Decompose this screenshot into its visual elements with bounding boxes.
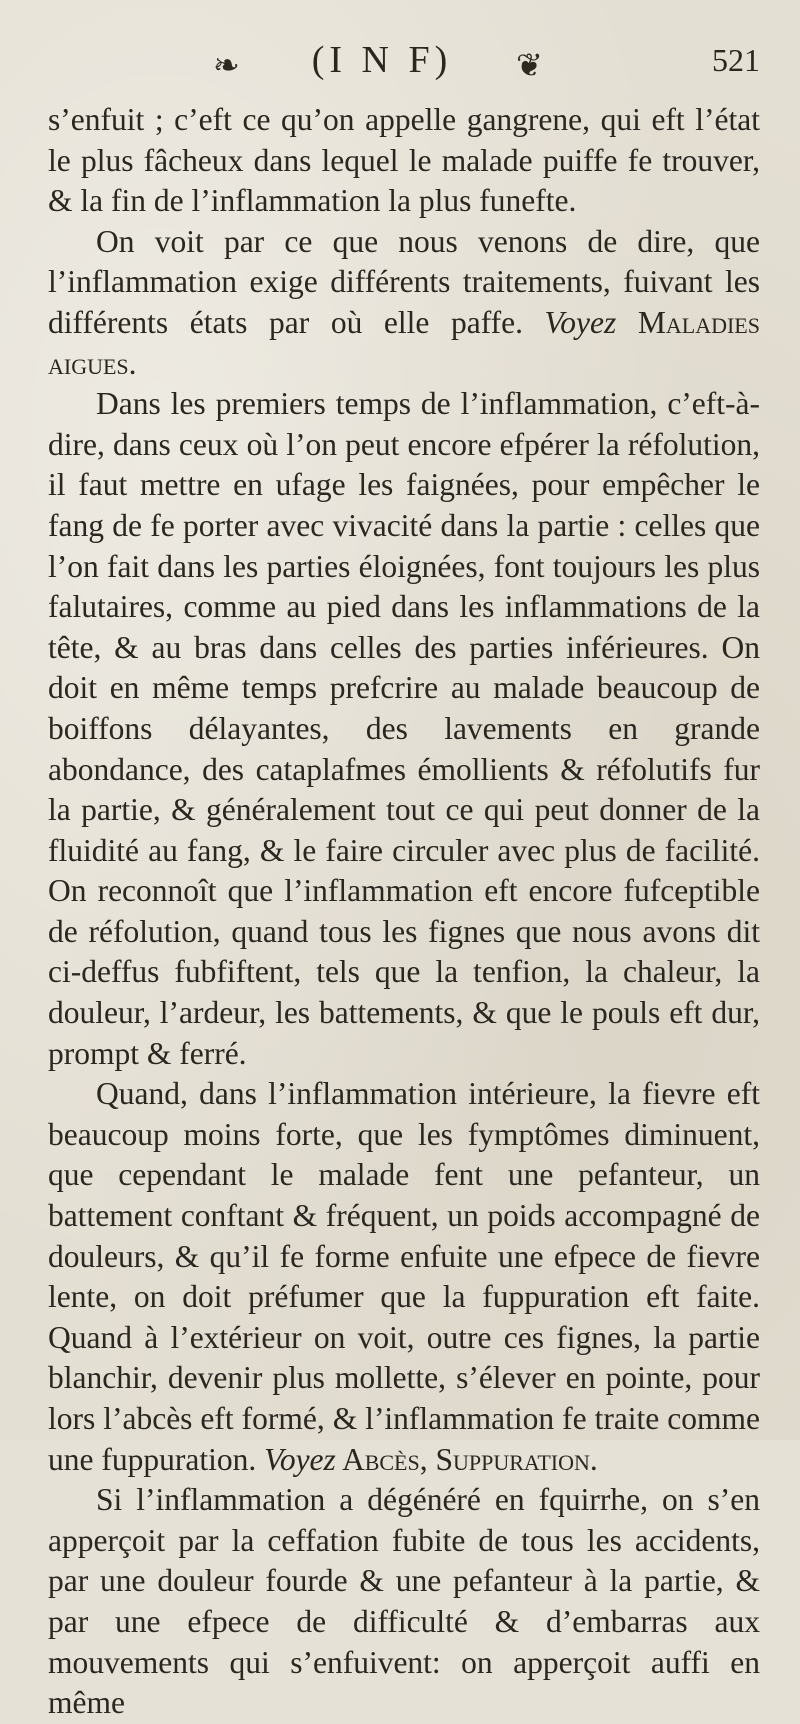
cross-reference: Abcès, Suppuration.: [335, 1441, 598, 1477]
cross-reference: Maladies aigues.: [48, 304, 760, 381]
voyez-reference: Voyez: [264, 1441, 336, 1477]
page-number: 521: [712, 42, 760, 78]
paragraph-5: Si l’inflammation a dégénéré en fquirrhe, on s’en apperçoit par la ceffation fubite de tous les accidents, par une douleur fourde & une pefanteur à la partie, & par une efpece de difficulté & d’embarras aux mouvements qui s’enfuivent: on apperçoit auffi en même: [48, 1482, 760, 1721]
fleuron-ornament-icon: ❧: [213, 46, 240, 84]
fleuron-ornament-icon: ❦: [516, 46, 543, 84]
paragraph-2: [48, 222, 760, 384]
paragraph-3: Dans les premiers temps de l’inflammation, c’eft-à-dire, dans ceux où l’on peut encore efpérer la réfolution, il faut mettre en ufage les faignées, pour empêcher le fang de fe porter avec vivacité dans la partie : celles que l’on fait dans les parties éloignées, font toujours les plus falutaires, comme au pied dans les inflammations de la tête, & au bras dans celles des parties inférieures. On doit en même temps prefcrire au malade beaucoup de boiffons délayantes, des lavements en grande abondance, des cataplafmes émollients & réfolutifs fur la partie, & généralement tout ce qui peut donner de la fluidité au fang, & le faire circuler avec plus de facilité. On reconnoît que l’inflammation eft encore fufceptible de réfolution, quand tous les fignes que nous avons dit ci-deffus fubfiftent, tels que la tenfion, la chaleur, la douleur, l’ardeur, les battements, & que le pouls eft dur, prompt & ferré.: [48, 386, 760, 1071]
running-head: [48, 38, 760, 100]
paragraph-4: [48, 1074, 760, 1480]
body-text: [48, 100, 760, 1724]
running-title: (I N F): [311, 39, 453, 81]
paragraph-4-text: Quand, dans l’inflammation intérieure, la fievre eft beaucoup moins forte, que les fymptômes diminuent, que cependant le malade fent une pefanteur, un battement conftant & fréquent, un poids accompagné de douleurs, & qu’il fe forme enfuite une efpece de fievre lente, on doit préfumer que la fuppuration eft faite. Quand à l’extérieur on voit, outre ces fignes, la partie blanchir, devenir plus mollette, s’élever en pointe, pour lors l’abcès eft formé, & l’inflammation fe traite comme une fuppuration.: [48, 1076, 760, 1477]
paragraph-1: s’enfuit ; c’eft ce qu’on appelle gangrene, qui eft l’état le plus fâcheux dans lequel le malade puiffe fe trouver, & la fin de l’inflammation la plus funefte.: [48, 102, 760, 219]
paragraph-2-text: On voit par ce que nous venons de dire, que l’inflammation exige différents traitements, fuivant les différents états par où elle paffe.: [48, 223, 760, 340]
voyez-reference: Voyez: [544, 304, 617, 340]
